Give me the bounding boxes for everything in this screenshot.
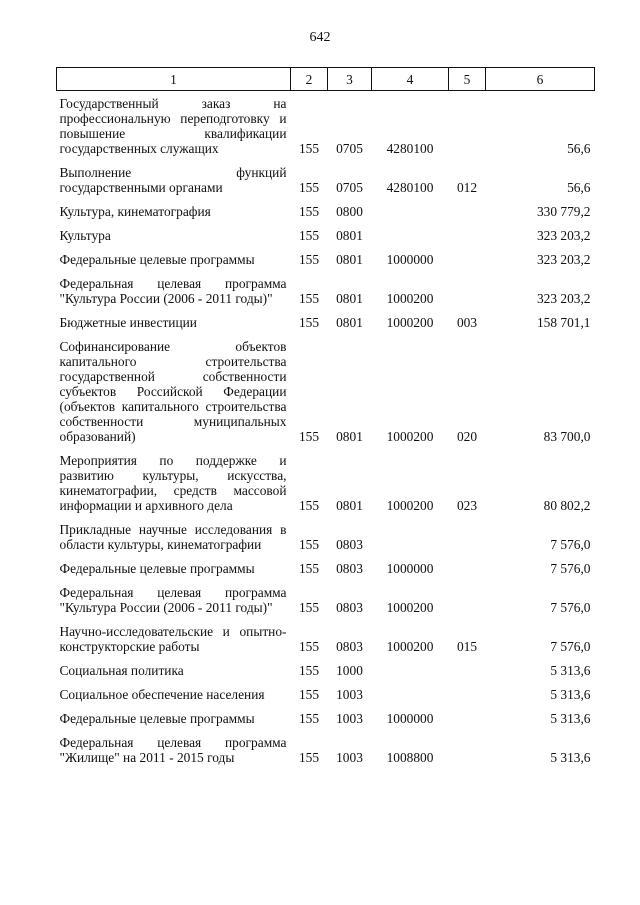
- table-row: [57, 616, 595, 655]
- amount: 5 313,6: [550, 687, 591, 702]
- section-code: 0705: [336, 141, 363, 156]
- ministry-code: 155: [298, 600, 320, 615]
- target-article-code: 1000200: [386, 315, 434, 330]
- column-number-header: [57, 68, 595, 91]
- table-row: [57, 679, 595, 703]
- ministry-code: 155: [298, 750, 320, 765]
- section-code: 1003: [336, 711, 363, 726]
- row-name: Культура: [59, 228, 111, 243]
- table-row: [57, 703, 595, 727]
- section-code: 0705: [336, 180, 363, 195]
- column-header-ministry: 2: [291, 68, 328, 91]
- amount: 80 802,2: [543, 498, 591, 513]
- row-name: Бюджетные инвестиции: [59, 315, 197, 330]
- row-name: Прикладные научные исследования в области культуры, кинематографии: [59, 522, 287, 552]
- ministry-code: 155: [298, 711, 320, 726]
- section-code: 0803: [336, 561, 363, 576]
- amount: 158 701,1: [536, 315, 591, 330]
- table-row: [57, 577, 595, 616]
- target-article-code: 1000200: [386, 600, 434, 615]
- expense-type-code: [449, 220, 486, 244]
- amount: 323 203,2: [536, 252, 591, 267]
- amount: 7 576,0: [550, 537, 591, 552]
- amount: 5 313,6: [550, 663, 591, 678]
- row-name: Федеральная целевая программа "Культура России (2006 - 2011 годы)": [59, 585, 287, 615]
- column-header-amount: 6: [486, 68, 595, 91]
- expense-type-code: 003: [456, 315, 478, 330]
- section-code: 0801: [336, 315, 363, 330]
- ministry-code: 155: [298, 141, 320, 156]
- table-row: [57, 196, 595, 220]
- amount: 56,6: [567, 141, 591, 156]
- target-article-code: 4280100: [386, 141, 434, 156]
- target-article-code: [372, 196, 449, 220]
- expense-type-code: [449, 268, 486, 307]
- expense-type-code: 015: [456, 639, 478, 654]
- row-name: Культура, кинематография: [59, 204, 211, 219]
- row-name: Государственный заказ на профессиональную переподготовку и повышение квалификации государственных служащих: [59, 96, 287, 156]
- table-row: [57, 727, 595, 766]
- ministry-code: 155: [298, 180, 320, 195]
- section-code: 1003: [336, 687, 363, 702]
- table-row: [57, 244, 595, 268]
- section-code: 1000: [336, 663, 363, 678]
- page-number: 642: [309, 30, 331, 45]
- table-row: [57, 514, 595, 553]
- row-name: Софинансирование объектов капитального строительства государственной собственности субъектов Российской Федерации (объектов капитального строительства собственности муниципальных образований): [59, 339, 287, 444]
- section-code: 0801: [336, 291, 363, 306]
- target-article-code: 1000000: [386, 561, 434, 576]
- row-name: Федеральная целевая программа "Жилище" на 2011 - 2015 годы: [59, 735, 287, 765]
- target-article-code: 1000200: [386, 639, 434, 654]
- table-row: [57, 445, 595, 514]
- section-code: 0803: [336, 537, 363, 552]
- section-code: 0803: [336, 600, 363, 615]
- ministry-code: 155: [298, 639, 320, 654]
- expense-type-code: [449, 727, 486, 766]
- amount: 7 576,0: [550, 561, 591, 576]
- expense-type-code: [449, 577, 486, 616]
- amount: 83 700,0: [543, 429, 591, 444]
- ministry-code: 155: [298, 498, 320, 513]
- ministry-code: 155: [298, 663, 320, 678]
- expense-type-code: 023: [456, 498, 478, 513]
- column-header-expense-type: 5: [449, 68, 486, 91]
- column-header-name: 1: [57, 68, 291, 91]
- section-code: 0801: [336, 228, 363, 243]
- row-name: Научно-исследовательские и опытно-конструкторские работы: [59, 624, 287, 654]
- expense-type-code: [449, 655, 486, 679]
- expense-type-code: 020: [456, 429, 478, 444]
- column-header-target: 4: [372, 68, 449, 91]
- ministry-code: 155: [298, 252, 320, 267]
- section-code: 0801: [336, 429, 363, 444]
- expense-type-code: 012: [456, 180, 478, 195]
- ministry-code: 155: [298, 561, 320, 576]
- row-name: Выполнение функций государственными органами: [59, 165, 287, 195]
- amount: 56,6: [567, 180, 591, 195]
- expense-type-code: [449, 553, 486, 577]
- section-code: 0803: [336, 639, 363, 654]
- row-name: Социальная политика: [59, 663, 184, 678]
- expense-type-code: [449, 679, 486, 703]
- row-name: Федеральная целевая программа "Культура России (2006 - 2011 годы)": [59, 276, 287, 306]
- target-article-code: 4280100: [386, 180, 434, 195]
- target-article-code: [372, 655, 449, 679]
- row-name: Мероприятия по поддержке и развитию культуры, искусства, кинематографии, средств массовой информации и архивного дела: [59, 453, 287, 513]
- table-row: [57, 655, 595, 679]
- target-article-code: 1008800: [386, 750, 434, 765]
- amount: 7 576,0: [550, 600, 591, 615]
- amount: 7 576,0: [550, 639, 591, 654]
- ministry-code: 155: [298, 429, 320, 444]
- column-header-section: 3: [328, 68, 372, 91]
- expense-type-code: [449, 244, 486, 268]
- target-article-code: 1000200: [386, 291, 434, 306]
- expense-type-code: [449, 703, 486, 727]
- ministry-code: 155: [298, 315, 320, 330]
- ministry-code: 155: [298, 204, 320, 219]
- target-article-code: [372, 220, 449, 244]
- table-row: [57, 220, 595, 244]
- amount: 323 203,2: [536, 228, 591, 243]
- ministry-code: 155: [298, 537, 320, 552]
- target-article-code: [372, 679, 449, 703]
- section-code: 0800: [336, 204, 363, 219]
- amount: 5 313,6: [550, 711, 591, 726]
- target-article-code: 1000200: [386, 429, 434, 444]
- target-article-code: [372, 514, 449, 553]
- table-row: [57, 307, 595, 331]
- ministry-code: 155: [298, 228, 320, 243]
- target-article-code: 1000000: [386, 711, 434, 726]
- table-body: [57, 91, 595, 767]
- table-row: [57, 331, 595, 445]
- row-name: Федеральные целевые программы: [59, 561, 255, 576]
- budget-table: [56, 67, 595, 766]
- table-row: [57, 268, 595, 307]
- amount: 5 313,6: [550, 750, 591, 765]
- table-row: [57, 553, 595, 577]
- expense-type-code: [449, 196, 486, 220]
- target-article-code: 1000000: [386, 252, 434, 267]
- expense-type-code: [449, 91, 486, 158]
- amount: 330 779,2: [536, 204, 591, 219]
- section-code: 0801: [336, 252, 363, 267]
- ministry-code: 155: [298, 687, 320, 702]
- amount: 323 203,2: [536, 291, 591, 306]
- row-name: Социальное обеспечение населения: [59, 687, 265, 702]
- table-row: [57, 91, 595, 158]
- ministry-code: 155: [298, 291, 320, 306]
- expense-type-code: [449, 514, 486, 553]
- target-article-code: 1000200: [386, 498, 434, 513]
- table-row: [57, 157, 595, 196]
- row-name: Федеральные целевые программы: [59, 252, 255, 267]
- row-name: Федеральные целевые программы: [59, 711, 255, 726]
- section-code: 1003: [336, 750, 363, 765]
- section-code: 0801: [336, 498, 363, 513]
